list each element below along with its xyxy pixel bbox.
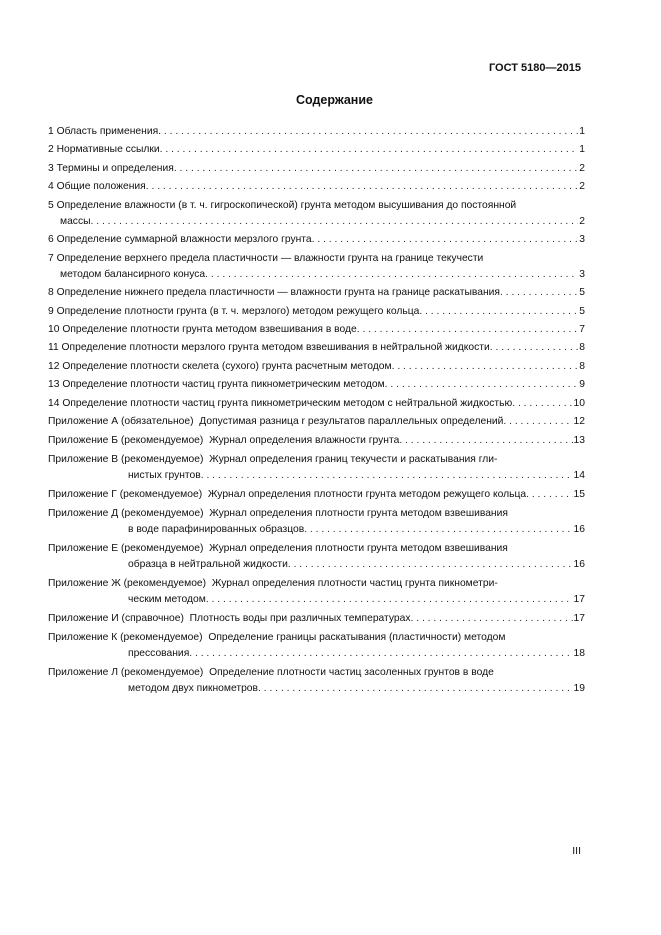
appendix-prefix: Приложение А (обязательное): [48, 416, 194, 428]
appendix-title-continued: методом двух пикнометров: [128, 683, 258, 695]
appendix-entry[interactable]: [48, 576, 585, 608]
toc-entry-label: 12 Определение плотности скелета (сухого) грунта расчетным методом: [48, 360, 392, 372]
toc-page-number: 5: [579, 305, 585, 317]
toc-page-number: 10: [573, 397, 585, 409]
toc-entry-label: 1 Область применения: [48, 126, 159, 137]
toc-entry-label: 4 Общие положения: [48, 181, 146, 193]
appendix-title-continued: в воде парафинированных образцов: [128, 524, 305, 536]
toc-page-number: 3: [579, 234, 585, 246]
appendix-entry[interactable]: [48, 506, 585, 538]
appendix-entry[interactable]: [48, 630, 585, 662]
toc-entry[interactable]: [48, 179, 585, 195]
appendix-entry[interactable]: [48, 414, 585, 430]
toc-entry-label: 14 Определение плотности частиц грунта пикнометрическим методом с нейтральной жидкостью: [48, 397, 513, 409]
appendix-prefix: Приложение Ж (рекомендуемое): [48, 578, 207, 590]
appendix-prefix: Приложение Д (рекомендуемое): [48, 508, 204, 520]
page-number: III: [572, 845, 581, 857]
toc-entry[interactable]: [48, 198, 585, 230]
appendix-title: Допустимая разница r результатов параллельных определений: [199, 416, 504, 428]
appendix-title: Определение границы раскатывания (пластичности) методом: [208, 632, 506, 644]
toc-entry[interactable]: [48, 285, 585, 301]
standard-number: ГОСТ 5180—2015: [488, 62, 581, 74]
appendix-title-continued: нистых грунтов: [128, 470, 201, 482]
toc-entry-label: 2 Нормативные ссылки: [48, 144, 160, 156]
toc-page-number: 1: [579, 144, 585, 156]
appendix-entry[interactable]: [48, 433, 585, 449]
toc-entry-label: 11 Определение плотности мерзлого грунта методом взвешивания в нейтральной жидкости: [48, 342, 490, 354]
appendix-title: Журнал определения плотности частиц грунта пикнометри-: [211, 578, 498, 590]
appendix-prefix: Приложение В (рекомендуемое): [48, 454, 204, 466]
toc-entry-label-continued: методом балансирного конуса: [60, 268, 206, 280]
toc-page-number: 1: [579, 126, 585, 137]
toc-page-number: 5: [579, 287, 585, 299]
toc-page-number: 18: [573, 648, 585, 660]
toc-entry[interactable]: [48, 396, 585, 412]
table-of-contents: [48, 124, 585, 700]
toc-page-number: 12: [573, 416, 585, 428]
toc-entry-label: 3 Термины и определения: [48, 162, 174, 174]
toc-page-number: 13: [573, 435, 585, 447]
toc-entry-label: 5 Определение влажности (в т. ч. гигроскопической) грунта методом высушивания до постоянной: [48, 199, 517, 211]
toc-page-number: 8: [579, 342, 585, 354]
appendix-title: Журнал определения плотности грунта методом взвешивания: [209, 543, 508, 555]
toc-page-number: 14: [573, 470, 585, 482]
appendix-title: Журнал определения влажности грунта: [209, 435, 400, 447]
appendix-prefix: Приложение К (рекомендуемое): [48, 632, 203, 644]
toc-page-number: 2: [579, 181, 585, 193]
toc-entry[interactable]: [48, 232, 585, 248]
page-title: Содержание: [295, 93, 373, 107]
appendix-entry[interactable]: [48, 611, 585, 627]
appendix-title: Журнал определения границ текучести и раскатывания гли-: [209, 454, 498, 466]
appendix-title-continued: прессования: [128, 648, 190, 660]
appendix-prefix: Приложение И (справочное): [48, 613, 184, 625]
appendix-prefix: Приложение Е (рекомендуемое): [48, 543, 204, 555]
toc-entry-label: 6 Определение суммарной влажности мерзлого грунта: [48, 234, 312, 246]
toc-entry-label: 7 Определение верхнего предела пластичности — влажности грунта на границе текучести: [48, 252, 484, 264]
toc-page-number: 7: [579, 323, 585, 335]
toc-entry[interactable]: [48, 322, 585, 338]
toc-entry[interactable]: [48, 359, 585, 375]
toc-entry[interactable]: [48, 251, 585, 283]
toc-entry[interactable]: [48, 377, 585, 393]
appendix-entry[interactable]: [48, 665, 585, 697]
appendix-entry[interactable]: [48, 452, 585, 484]
toc-entry-label: 13 Определение плотности частиц грунта пикнометрическим методом: [48, 379, 385, 391]
toc-entry-label: 10 Определение плотности грунта методом взвешивания в воде: [48, 323, 357, 335]
appendix-entry[interactable]: [48, 487, 585, 503]
appendix-prefix: Приложение Б (рекомендуемое): [48, 435, 204, 447]
toc-page-number: 17: [573, 594, 585, 606]
appendix-title: Определение плотности частиц засоленных грунтов в воде: [209, 667, 494, 679]
toc-entry[interactable]: [48, 142, 585, 158]
toc-page-number: 2: [579, 162, 585, 174]
appendix-entry[interactable]: [48, 541, 585, 573]
toc-entry-label: 9 Определение плотности грунта (в т. ч. мерзлого) методом режущего кольца: [48, 305, 420, 317]
toc-page-number: 2: [579, 215, 585, 227]
appendix-prefix: Приложение Г (рекомендуемое): [48, 489, 203, 501]
toc-page-number: 3: [579, 268, 585, 280]
toc-page-number: 8: [579, 360, 585, 372]
appendix-title: Плотность воды при различных температурах: [189, 613, 411, 625]
toc-entry[interactable]: [48, 124, 585, 140]
appendix-title: Журнал определения плотности грунта методом взвешивания: [209, 508, 508, 520]
toc-page-number: 16: [573, 559, 585, 571]
appendix-title-continued: ческим методом: [128, 594, 206, 606]
toc-page-number: 15: [573, 489, 585, 501]
toc-page-number: 17: [573, 613, 585, 625]
toc-entry[interactable]: [48, 161, 585, 177]
toc-page-number: 16: [573, 524, 585, 536]
toc-page-number: 9: [579, 379, 585, 391]
toc-entry[interactable]: [48, 304, 585, 320]
appendix-title-continued: образца в нейтральной жидкости: [128, 559, 288, 571]
toc-entry-label: 8 Определение нижнего предела пластичности — влажности грунта на границе раскатывания: [48, 287, 501, 299]
appendix-prefix: Приложение Л (рекомендуемое): [48, 667, 204, 679]
toc-entry[interactable]: [48, 340, 585, 356]
appendix-title: Журнал определения плотности грунта методом режущего кольца: [207, 489, 527, 501]
toc-page-number: 19: [573, 683, 585, 695]
toc-entry-label-continued: массы: [60, 215, 91, 227]
